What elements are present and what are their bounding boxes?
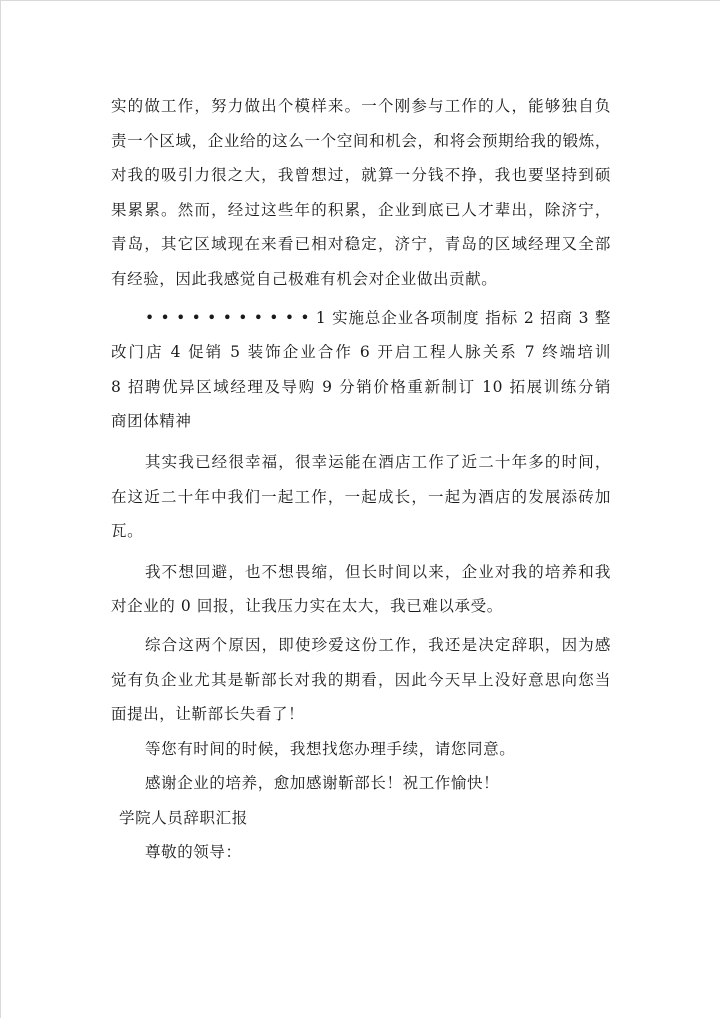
text-line: • • • • • • • • • • • 1 实施总企业各项制度 指标 2 招商 3 整 xyxy=(145,308,611,327)
salutation: 尊敬的领导： xyxy=(145,843,242,862)
paragraph xyxy=(111,445,611,549)
text-line: 有经验，因此我感觉自己极难有机会对企业做出贡献。 xyxy=(111,269,498,288)
text-line: 对我的吸引力很之大，我曾想过，就算一分钱不挣，我也要坚持到硕 xyxy=(111,166,611,185)
paragraph xyxy=(111,89,611,297)
paragraph xyxy=(111,835,611,870)
text-line: 青岛，其它区域现在来看已相对稳定，济宁，青岛的区域经理又全部 xyxy=(111,235,611,254)
paragraph xyxy=(111,555,611,624)
paragraph xyxy=(111,732,611,767)
paragraph xyxy=(111,801,611,836)
text-line: 商团体精神 xyxy=(111,412,192,431)
text-line: 改门店 4 促销 5 装饰企业合作 6 开启工程人脉关系 7 终端培训 xyxy=(111,343,611,362)
paragraph xyxy=(111,301,611,439)
text-line: 8 招聘优异区域经理及导购 9 分销价格重新制订 10 拓展训练分销 xyxy=(111,377,611,396)
text-line: 等您有时间的时候，我想找您办理手续，请您同意。 xyxy=(145,739,516,758)
text-line: 对企业的 0 回报，让我压力实在太大，我已难以承受。 xyxy=(111,597,503,616)
text-line: 瓦。 xyxy=(111,522,144,541)
text-line: 面提出，让靳部长失看了！ xyxy=(111,705,305,724)
text-line: 其实我已经很幸福，很幸运能在酒店工作了近二十年多的时间， xyxy=(145,452,611,471)
text-line: 在这近二十年中我们一起工作，一起成长，一起为酒店的发展添砖加 xyxy=(111,487,611,506)
text-line: 我不想回避，也不想畏缩，但长时间以来，企业对我的培养和我 xyxy=(145,562,611,581)
text-line: 感谢企业的培养，愈加感谢靳部长！祝工作愉快！ xyxy=(145,774,500,793)
text-line: 责一个区域，企业给的这么一个空间和机会，和将会预期给我的锻炼， xyxy=(111,131,611,150)
text-line: 实的做工作，努力做出个模样来。一个刚参与工作的人，能够独自负 xyxy=(111,97,611,115)
paragraph xyxy=(111,628,611,732)
text-line: 果累累。然而，经过这些年的积累，企业到底已人才辈出，除济宁， xyxy=(111,200,611,219)
document-body xyxy=(111,89,611,870)
section-heading: 学院人员辞职汇报 xyxy=(119,808,248,827)
text-line: 觉有负企业尤其是靳部长对我的期看，因此今天早上没好意思向您当 xyxy=(111,670,611,689)
text-line: 综合这两个原因，即使珍爱这份工作，我还是决定辞职，因为感 xyxy=(145,635,611,654)
paragraph xyxy=(111,766,611,801)
